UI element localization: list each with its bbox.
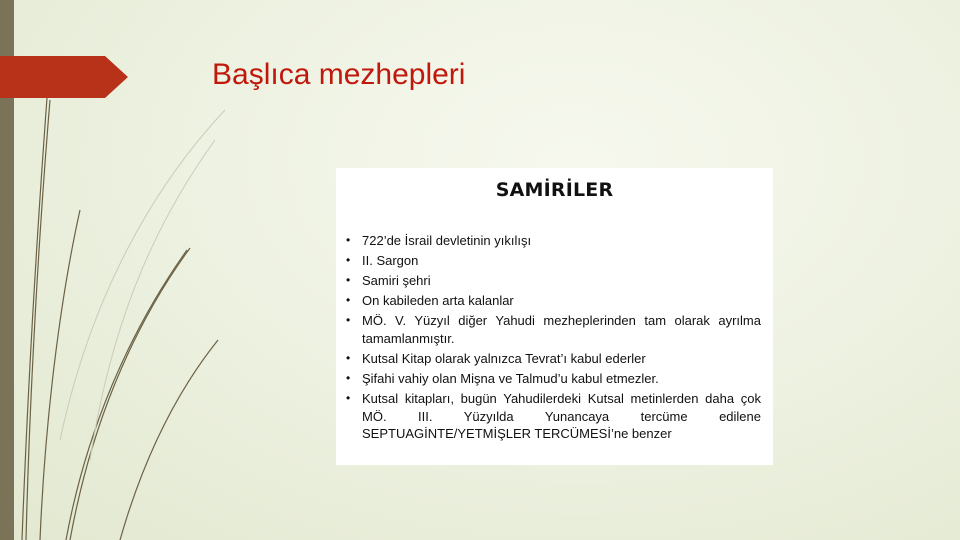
- bullet-list: [346, 232, 761, 445]
- bullet-dot: •: [346, 371, 351, 386]
- list-item: [346, 252, 761, 270]
- list-item-text: Kutsal Kitap olarak yalnızca Tevrat’ı kabul ederler: [362, 350, 646, 366]
- title-arrow-shape: [0, 56, 130, 98]
- list-item: [346, 390, 761, 443]
- bullet-dot: •: [346, 391, 351, 406]
- bullet-dot: •: [346, 350, 351, 365]
- list-item-text: On kabileden arta kalanlar: [362, 293, 514, 309]
- list-item: [346, 350, 761, 368]
- list-item-text: Samiri şehri: [362, 273, 431, 289]
- list-item: [346, 232, 761, 250]
- content-image-box: [336, 168, 773, 465]
- box-heading: SAMİRİLER: [495, 179, 614, 201]
- bullet-dot: •: [346, 233, 351, 247]
- list-item-text: II. Sargon: [362, 253, 419, 269]
- bullet-dot: •: [346, 293, 351, 308]
- bullet-dot: •: [346, 253, 351, 268]
- list-item: [346, 292, 761, 310]
- list-item-text: MÖ. V. Yüzyıl diğer Yahudi mezheplerinden tam olarak ayrılma tamamlanmıştır.: [362, 313, 761, 346]
- list-item-text: Kutsal kitapları, bugün Yahudilerdeki Kutsal metinlerden daha çok MÖ. III. Yüzyılda Yunancaya tercüme edilene SEPTUAGİNTE/YETMİŞLER TERCÜMESİ’ne benzer: [362, 391, 761, 442]
- bullet-dot: •: [346, 273, 351, 288]
- list-item-text: Şifahi vahiy olan Mişna ve Talmud’u kabul etmezler.: [362, 371, 659, 387]
- list-item: [346, 370, 761, 388]
- list-item-text: 722’de İsrail devletinin yıkılışı: [362, 233, 532, 248]
- slide-title: Başlıca mezhepleri: [212, 58, 466, 91]
- bullet-dot: •: [346, 313, 351, 328]
- list-item: [346, 312, 761, 347]
- list-item: [346, 272, 761, 290]
